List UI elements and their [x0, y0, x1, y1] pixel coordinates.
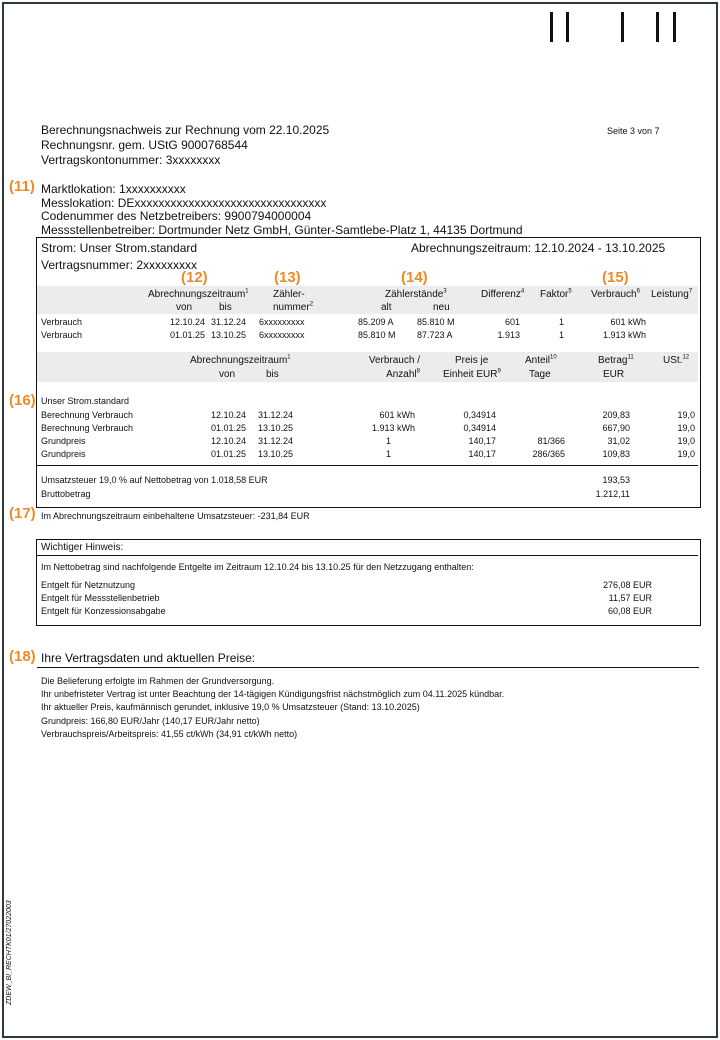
- meter-h-differenz: Differenz$^4$: [481, 288, 525, 300]
- ust-label: Umsatzsteuer 19,0 % auf Nettobetrag von 1.018,58 EUR: [41, 475, 268, 485]
- prices-line: Die Belieferung erfolgte im Rahmen der Grundversorgung.: [41, 676, 275, 686]
- annotation-12: (12): [181, 269, 208, 286]
- rechnungsnummer: Rechnungsnr. gem. UStG 9000768544: [41, 138, 248, 152]
- messlokation: Messlokation: DExxxxxxxxxxxxxxxxxxxxxxxxxxxxxxxx: [41, 196, 327, 210]
- meter-h-von: von: [176, 302, 193, 313]
- meter-h-neu: neu: [433, 302, 450, 313]
- marktlokation: Marktlokation: 1xxxxxxxxxx: [41, 182, 186, 196]
- annotation-17: (17): [9, 505, 36, 522]
- meter-h-zaehler1: Zähler-: [273, 289, 305, 300]
- annotation-16: (16): [9, 392, 36, 409]
- billing-h-preis1: Preis je: [455, 355, 489, 366]
- abrechnungszeitraum: Abrechnungszeitraum: 12.10.2024 - 13.10.2025: [411, 241, 666, 255]
- meter-h-zeitraum: Abrechnungszeitraum$^1$: [148, 288, 249, 300]
- billing-divider: [37, 465, 698, 466]
- ust-value: 193,53: [602, 475, 630, 485]
- billing-h-ust: USt.$^{12}$: [663, 354, 690, 366]
- codenummer: Codenummer des Netzbetreibers: 9900794000004: [41, 209, 312, 223]
- billing-h-zeitraum: Abrechnungszeitraum$^1$: [190, 354, 291, 366]
- annotation-18: (18): [9, 648, 36, 665]
- billing-h-betrag1: Betrag$^{11}$: [598, 354, 634, 366]
- side-form-code: ZDEW_BI_RECHTK01/27022003: [6, 900, 13, 1005]
- billing-h-anteil1: Anteil$^{10}$: [525, 354, 557, 366]
- billing-h-betrag2: EUR: [603, 369, 625, 380]
- meter-h-alt: alt: [381, 302, 392, 313]
- prices-line: Ihr aktueller Preis, kaufmännisch gerundet, inklusive 19,0 % Umsatzsteuer (Stand: 13.10.2025): [41, 702, 420, 712]
- brutto-label: Bruttobetrag: [41, 489, 91, 499]
- billing-h-anteil2: Tage: [529, 369, 551, 380]
- einbehaltene-umsatzsteuer: Im Abrechnungszeitraum einbehaltene Umsatzsteuer: -231,84 EUR: [41, 511, 310, 521]
- meter-h-leistung: Leistung$^7$: [651, 288, 693, 300]
- meter-h-bis: bis: [219, 302, 232, 313]
- billing-h-preis2: Einheit EUR$^9$: [443, 368, 501, 380]
- hinweis-title: Wichtiger Hinweis:: [41, 542, 124, 553]
- prices-line: Ihr unbefristeter Vertrag ist unter Beachtung der 14-tägigen Kündigungsfrist nächstmöglich zum 04.11.2025 kündbar.: [41, 689, 505, 699]
- document-title: Berechnungsnachweis zur Rechnung vom 22.10.2025: [41, 123, 330, 137]
- hinweis-divider: [37, 555, 698, 556]
- meter-h-faktor: Faktor$^5$: [540, 288, 572, 300]
- billing-section-title: Unser Strom.standard: [41, 396, 130, 406]
- prices-line: Verbrauchspreis/Arbeitspreis: 41,55 ct/kWh (34,91 ct/kWh netto): [41, 729, 298, 739]
- billing-h-verbrauch2: Anzahl$^8$: [386, 368, 420, 380]
- prices-title: Ihre Vertragsdaten und aktuellen Preise:: [41, 651, 256, 665]
- billing-h-verbrauch1: Verbrauch /: [368, 355, 420, 366]
- tarif-name: Strom: Unser Strom.standard: [41, 241, 198, 255]
- annotation-15: (15): [602, 269, 629, 286]
- billing-h-bis: bis: [266, 369, 279, 380]
- annotation-11: (11): [9, 178, 35, 195]
- meter-h-staende: Zählerstände$^3$: [385, 288, 447, 300]
- annotation-14: (14): [401, 269, 428, 286]
- hinweis-text: Im Nettobetrag sind nachfolgende Entgelte im Zeitraum 12.10.24 bis 13.10.25 für den Netzzugang enthalten:: [41, 562, 474, 572]
- vertragsnummer: Vertragsnummer: 2xxxxxxxxx: [41, 258, 198, 272]
- page-number: Seite 3 von 7: [607, 126, 660, 136]
- annotation-13: (13): [274, 269, 301, 286]
- prices-rule: [37, 667, 699, 668]
- messstellenbetreiber: Messstellenbetreiber: Dortmunder Netz GmbH, Günter-Samtlebe-Platz 1, 44135 Dortmund: [41, 223, 523, 237]
- prices-line: Grundpreis: 166,80 EUR/Jahr (140,17 EUR/Jahr netto): [41, 716, 260, 726]
- vertragskontonummer: Vertragskontonummer: 3xxxxxxxx: [41, 153, 221, 167]
- meter-h-verbrauch: Verbrauch$^6$: [591, 288, 640, 300]
- meter-h-zaehler2: nummer$^2$: [273, 301, 314, 313]
- brutto-value: 1.212,11: [595, 489, 630, 499]
- billing-h-von: von: [219, 369, 236, 380]
